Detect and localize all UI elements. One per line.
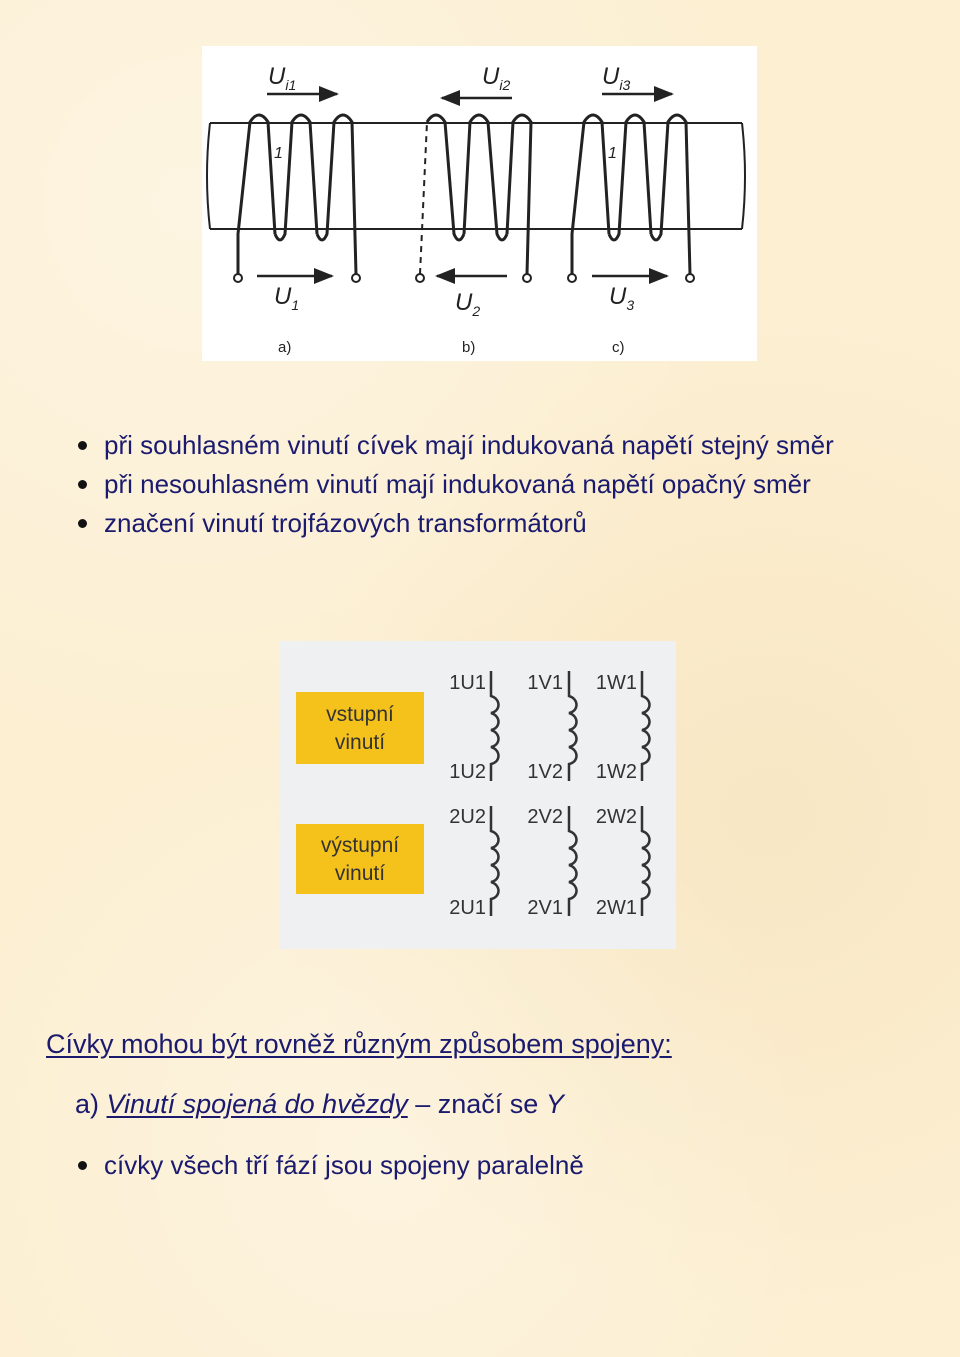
subheading-title: Vinutí spojená do hvězdy [106,1089,408,1119]
bullet-icon [78,519,87,528]
terminal-2U2: 2U2 [449,806,486,828]
subheading-symbol: Y [545,1089,564,1119]
label-ui3: $U_{i3}$ [602,63,631,93]
terminal-2W2: 2W2 [595,806,637,828]
terminal-1W1: 1W1 [595,672,637,694]
input-winding-label-line1: vstupní [326,703,394,726]
label-u3: $U_3$ [609,283,635,313]
coil-winding-diagram [202,46,757,361]
terminal-1V2: 1V2 [527,761,563,783]
section-heading: Cívky mohou být rovněž různým způsobem spojeny: [46,1029,672,1059]
list-item: při souhlasném vinutí cívek mají indukovaná napětí stejný směr [0,426,924,465]
terminal-1W2: 1W2 [595,761,637,783]
input-winding-label-line2: vinutí [334,731,386,754]
list-item: při nesouhlasném vinutí mají indukovaná napětí opačný směr [0,465,924,504]
terminal-1U1: 1U1 [449,672,486,694]
winding-marking-diagram [279,641,676,949]
subheading-middle: – značí se [407,1089,546,1119]
bullet-icon [78,441,87,450]
bullet-icon [78,1161,87,1170]
bullet-icon [78,480,87,489]
output-winding-label-line2: vinutí [334,862,386,885]
winding-direction-list [0,426,924,543]
turn-mark-a: 1 [274,145,283,162]
coil-a [238,115,356,274]
list-item: značení vinutí trojfázových transformátorů [0,504,924,543]
caption-c: c) [612,339,625,356]
star-connection-list [0,1146,924,1185]
label-u1: $U_1$ [274,283,300,313]
terminal-1V1: 1V1 [527,672,563,694]
subheading-prefix: a) [75,1089,107,1119]
output-winding-label-line1: výstupní [320,834,400,857]
terminal-2W1: 2W1 [595,897,637,919]
terminal-2U1: 2U1 [449,897,486,919]
label-ui2: $U_{i2}$ [482,63,511,93]
coil-winding-figure [202,46,757,361]
list-item: cívky všech tří fází jsou spojeny paralelně [0,1146,924,1185]
label-u2: $U_2$ [455,289,481,319]
terminal-2V2: 2V2 [527,806,563,828]
coil-c [572,115,690,274]
star-connection-heading [75,1085,564,1123]
terminal-1U2: 1U2 [449,761,486,783]
label-ui1: $U_{i1}$ [268,63,297,93]
winding-marking-figure [279,641,676,949]
core-left-end [207,123,210,229]
coil-b [420,115,531,274]
terminal-2V1: 2V1 [527,897,563,919]
turn-mark-c: 1 [608,145,617,162]
caption-a: a) [278,339,292,356]
core-right-end [742,123,745,229]
caption-b: b) [462,339,476,356]
